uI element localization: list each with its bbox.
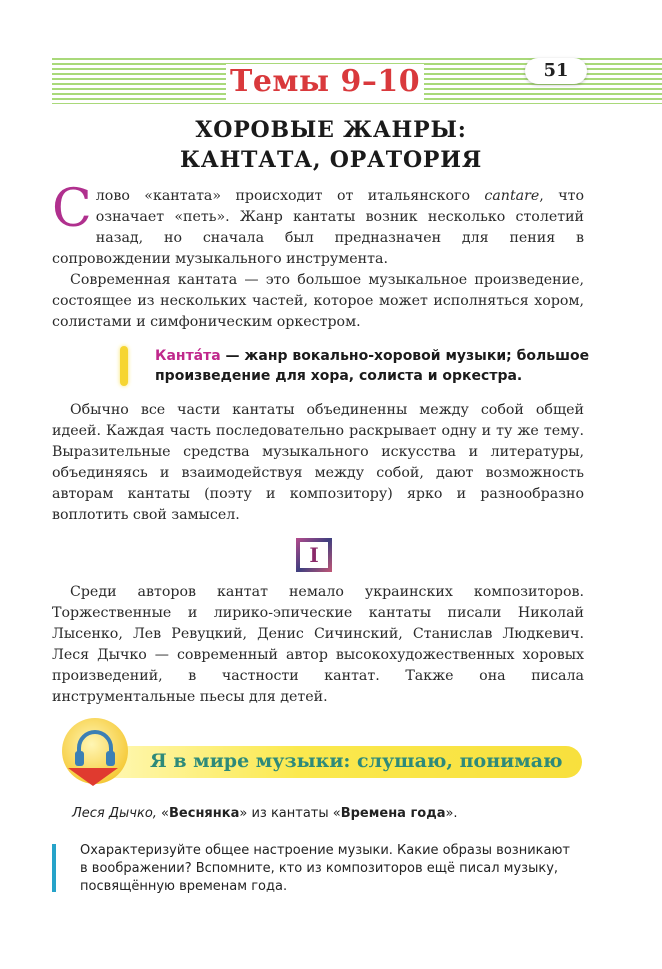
paragraph-modern-cantata: Современная кантата — это большое музыкальное произведение, состоящее из нескольких частей, которое может исполняться хором, солистами и симфоническим оркестром. bbox=[52, 272, 584, 330]
caption-quote-close: ». bbox=[445, 806, 458, 821]
section-marker-label: I bbox=[300, 542, 328, 568]
headphones-icon bbox=[70, 724, 120, 774]
listening-caption bbox=[72, 806, 458, 821]
question-text: Охарактеризуйте общее настроение музыки. Какие образы возникают в воображении? Вспомните, кто из композиторов ещё писал музыку, посвящённую временам года. bbox=[80, 843, 570, 894]
section-marker bbox=[296, 538, 332, 572]
caption-cycle: Времена года bbox=[340, 806, 446, 821]
paragraph-intro bbox=[52, 179, 584, 270]
caption-middle: » из кантаты « bbox=[239, 806, 341, 821]
page-title-line-2: КАНТАТА, ОРАТОРИЯ bbox=[179, 147, 483, 173]
page-number: 51 bbox=[525, 58, 587, 84]
intro-text-end: , что означает «петь». Жанр кантаты возник несколько столетий назад, но сначала был предназначен для пения в сопровождении музыкального инструмента. bbox=[52, 188, 584, 267]
paragraph-cantata-parts: Обычно все части кантаты объединенны между собой общей идеей. Каждая часть последовательно раскрывает одну и ту же тему. Выразительные средства музыкального искусства и литературы, объединяясь и взаимодействуя между собой, дают возможность авторам кантаты (поэту и композитору) ярко и разнообразно воплотить свой замысел. bbox=[52, 402, 584, 523]
intro-italic-word: cantare bbox=[484, 188, 540, 204]
definition-text: — жанр вокально-хоровой музыки; большое произведение для хора, солиста и оркестра. bbox=[155, 348, 590, 384]
definition-box bbox=[155, 346, 595, 386]
arrow-down-icon bbox=[68, 768, 118, 786]
intro-text-start: лово «кантата» происходит от итальянского bbox=[95, 188, 485, 204]
caption-work: Веснянка bbox=[169, 806, 240, 821]
page-title-line-1: ХОРОВЫЕ ЖАНРЫ: bbox=[195, 117, 467, 143]
paragraph-composers: Среди авторов кантат немало украинских композиторов. Торжественные и лирико-эпические кантаты писали Николай Лысенко, Лев Ревуцкий, Денис Сичинский, Станислав Людкевич. Леся Дычко — современный автор высокохудожественных хоровых произведений, в частности кантат. Также она писала инструментальные пьесы для детей. bbox=[52, 584, 584, 705]
definition-term: Канта́та bbox=[155, 348, 221, 364]
caption-quote-open: « bbox=[156, 806, 170, 821]
listening-heading: Я в мире музыки: слушаю, понимаю bbox=[150, 750, 563, 772]
drop-cap: С bbox=[52, 179, 92, 239]
question-marker bbox=[52, 844, 56, 892]
topic-heading: Темы 9–10 bbox=[226, 64, 424, 100]
definition-marker bbox=[120, 346, 128, 386]
caption-author: Леся Дычко, bbox=[72, 806, 157, 821]
